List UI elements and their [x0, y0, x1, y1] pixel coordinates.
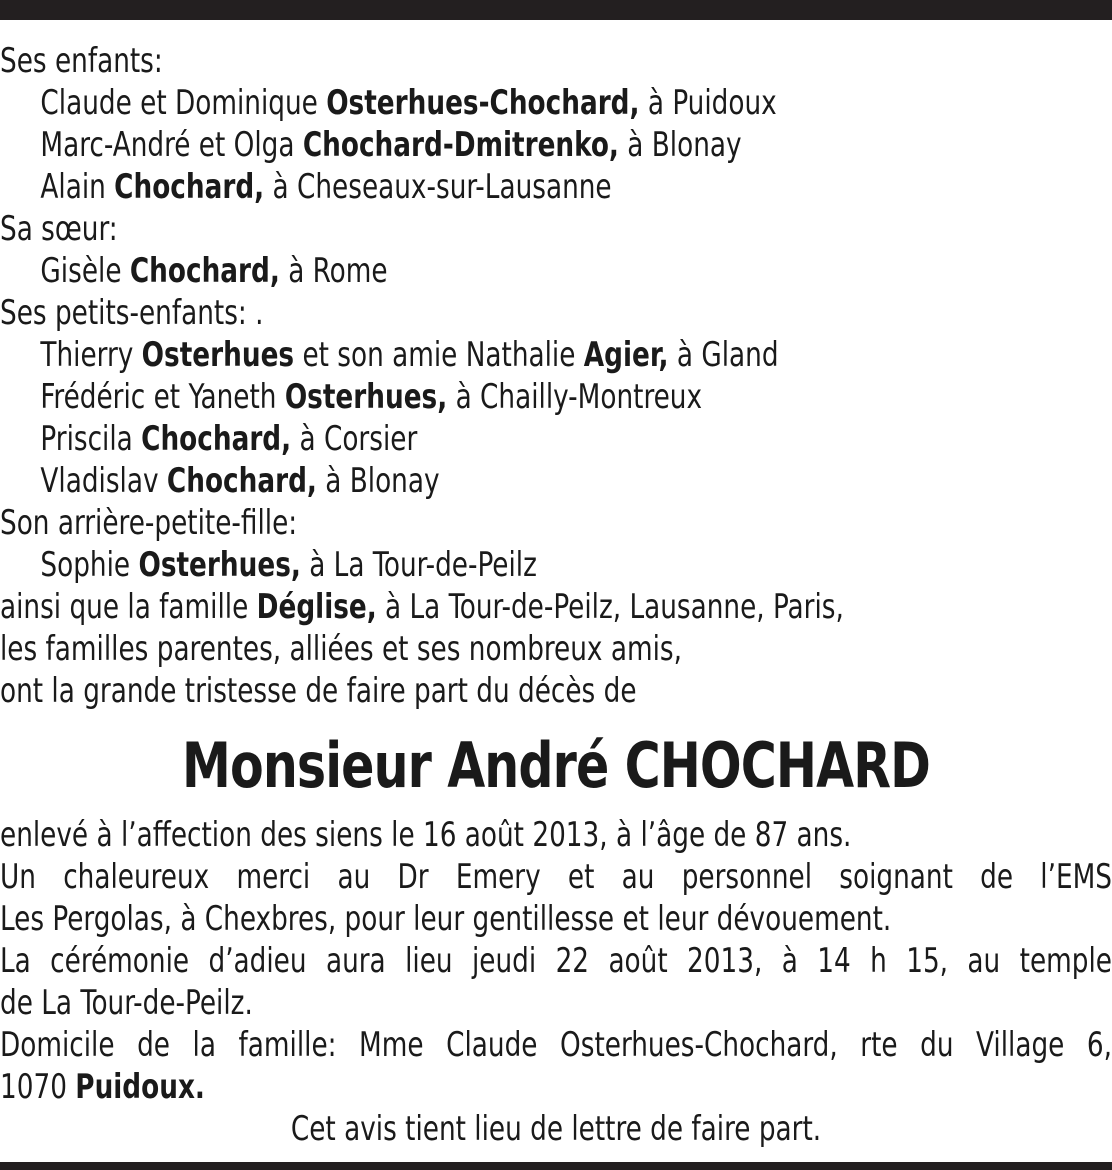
family-list: [0, 40, 956, 712]
grandchild-entry: Priscila Chochard, à Corsier: [40, 419, 418, 459]
child-surname: Osterhues-Chochard,: [326, 83, 640, 123]
sister-surname: Chochard,: [129, 251, 280, 291]
great-grandchild-surname: Osterhues,: [138, 545, 301, 585]
body-line: 1070 Puidoux.: [0, 1067, 205, 1107]
child-entry: Claude et Dominique Osterhues-Chochard, à Puidoux: [40, 83, 777, 123]
body-line: enlevé à l’affection des siens le 16 août 2013, à l’âge de 87 ans.: [0, 815, 852, 855]
grandchild-entry: Vladislav Chochard, à Blonay: [40, 461, 440, 501]
family-surname: Déglise,: [256, 587, 377, 627]
grandchildren-label: Ses petits-enfants: .: [0, 293, 264, 333]
grandchild-entry: Frédéric et Yaneth Osterhues, à Chailly-Montreux: [40, 377, 703, 417]
bottom-rule: [0, 1162, 1112, 1170]
closing-line: Cet avis tient lieu de lettre de faire part.: [290, 1109, 822, 1149]
domicile-town: Puidoux.: [75, 1067, 205, 1107]
grandchild-entry: Thierry Osterhues et son amie Nathalie Agier, à Gland: [40, 335, 779, 375]
family-line: ainsi que la famille Déglise, à La Tour-de-Peilz, Lausanne, Paris,: [0, 587, 844, 627]
great-grandchild-label: Son arrière-petite-fille:: [0, 503, 298, 543]
notice-body: [0, 814, 1112, 1150]
body-line: La cérémonie d’adieu aura lieu jeudi 22 août 2013, à 14 h 15, au temple: [0, 941, 1112, 981]
body-line: Domicile de la famille: Mme Claude Osterhues-Chochard, rte du Village 6,: [0, 1025, 1112, 1065]
grandchild-surname: Chochard,: [141, 419, 292, 459]
body-line: Un chaleureux merci au Dr Emery et au personnel soignant de l’EMS: [0, 857, 1112, 897]
child-surname: Chochard-Dmitrenko,: [302, 125, 619, 165]
body-line: de La Tour-de-Peilz.: [0, 983, 253, 1023]
great-grandchild-entry: Sophie Osterhues, à La Tour-de-Peilz: [40, 545, 537, 585]
announce-line: ont la grande tristesse de faire part du décès de: [0, 671, 637, 711]
grandchild-surname: Osterhues,: [284, 377, 448, 417]
top-rule: [0, 0, 1112, 20]
grandchild-surname: Chochard,: [166, 461, 317, 501]
sister-entry: Gisèle Chochard, à Rome: [40, 251, 388, 291]
children-label: Ses enfants:: [0, 41, 163, 81]
grandchild-surname: Osterhues: [141, 335, 295, 375]
partner-surname: Agier,: [583, 335, 669, 375]
sister-label: Sa sœur:: [0, 209, 118, 249]
deceased-name: Monsieur André CHOCHARD: [181, 729, 931, 802]
families-line: les familles parentes, alliées et ses nombreux amis,: [0, 629, 682, 669]
child-entry: Marc-André et Olga Chochard-Dmitrenko, à Blonay: [40, 125, 742, 165]
child-surname: Chochard,: [114, 167, 265, 207]
body-line: Les Pergolas, à Chexbres, pour leur gentillesse et leur dévouement.: [0, 899, 892, 939]
child-entry: Alain Chochard, à Cheseaux-sur-Lausanne: [40, 167, 612, 207]
